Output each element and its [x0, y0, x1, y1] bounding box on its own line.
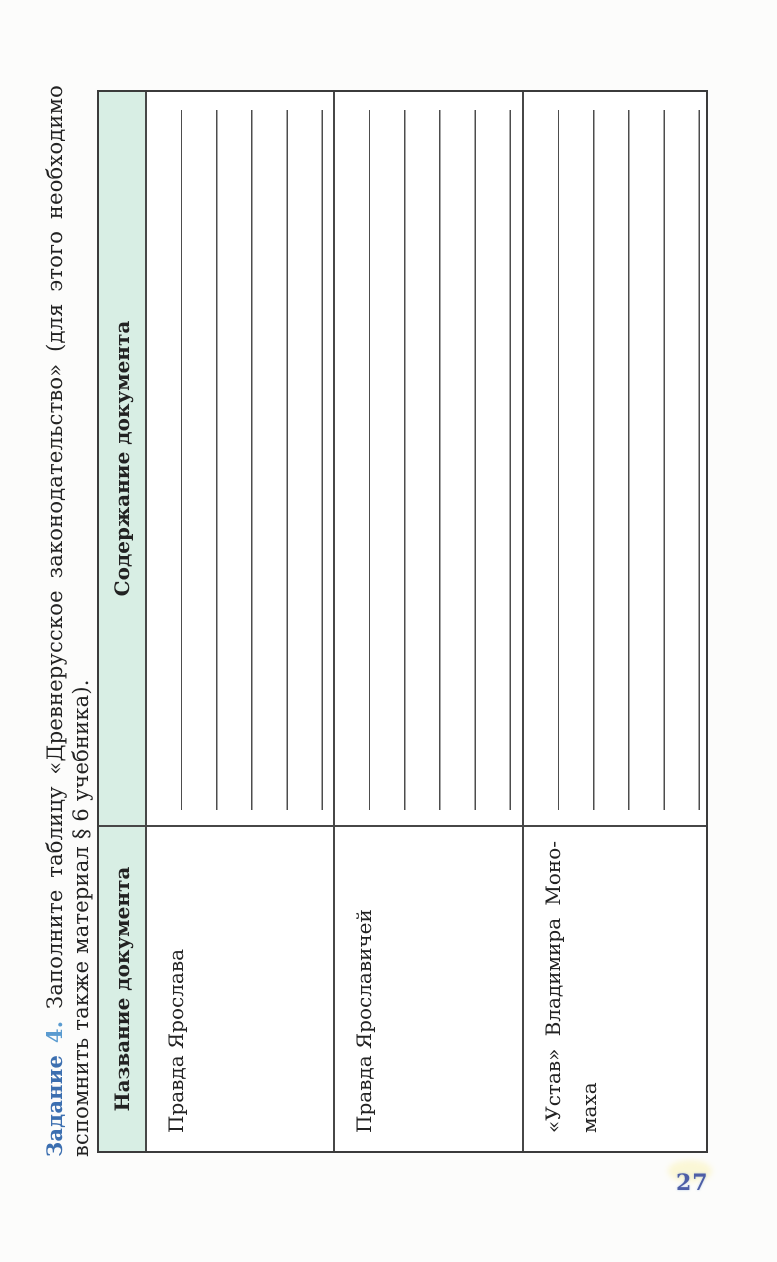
task-title-line1	[42, 85, 68, 1157]
row-label: маха	[577, 1082, 601, 1133]
table-row-name-cell	[335, 827, 522, 1151]
row-label: Правда Ярослава	[164, 948, 188, 1133]
task-text: Заполните таблицу «Древнерусское законодательство» (для этого необходимо	[43, 85, 67, 1009]
row-label: Правда Ярославичей	[352, 909, 376, 1133]
task-number: 4.	[42, 1020, 67, 1044]
writing-lines	[335, 110, 513, 810]
task-title-line2: вспомнить также материал § 6 учебника).	[69, 679, 93, 1157]
row-label: «Устав» Владимира Моно-	[541, 841, 565, 1133]
task-label: Задание	[42, 1054, 67, 1157]
table-row-name-cell	[147, 827, 333, 1151]
writing-lines	[147, 110, 325, 810]
document-table	[97, 90, 708, 1153]
table-row-name-cell	[524, 827, 706, 1151]
table-row-content-cell	[524, 92, 706, 825]
table-row-content-cell	[147, 92, 333, 825]
writing-lines	[524, 110, 702, 810]
table-header-name: Название документа	[99, 827, 145, 1151]
table-row-content-cell	[335, 92, 522, 825]
task-title	[42, 85, 94, 1157]
table-header-content: Содержание документа	[99, 92, 145, 825]
page-number: 27	[676, 1170, 709, 1196]
